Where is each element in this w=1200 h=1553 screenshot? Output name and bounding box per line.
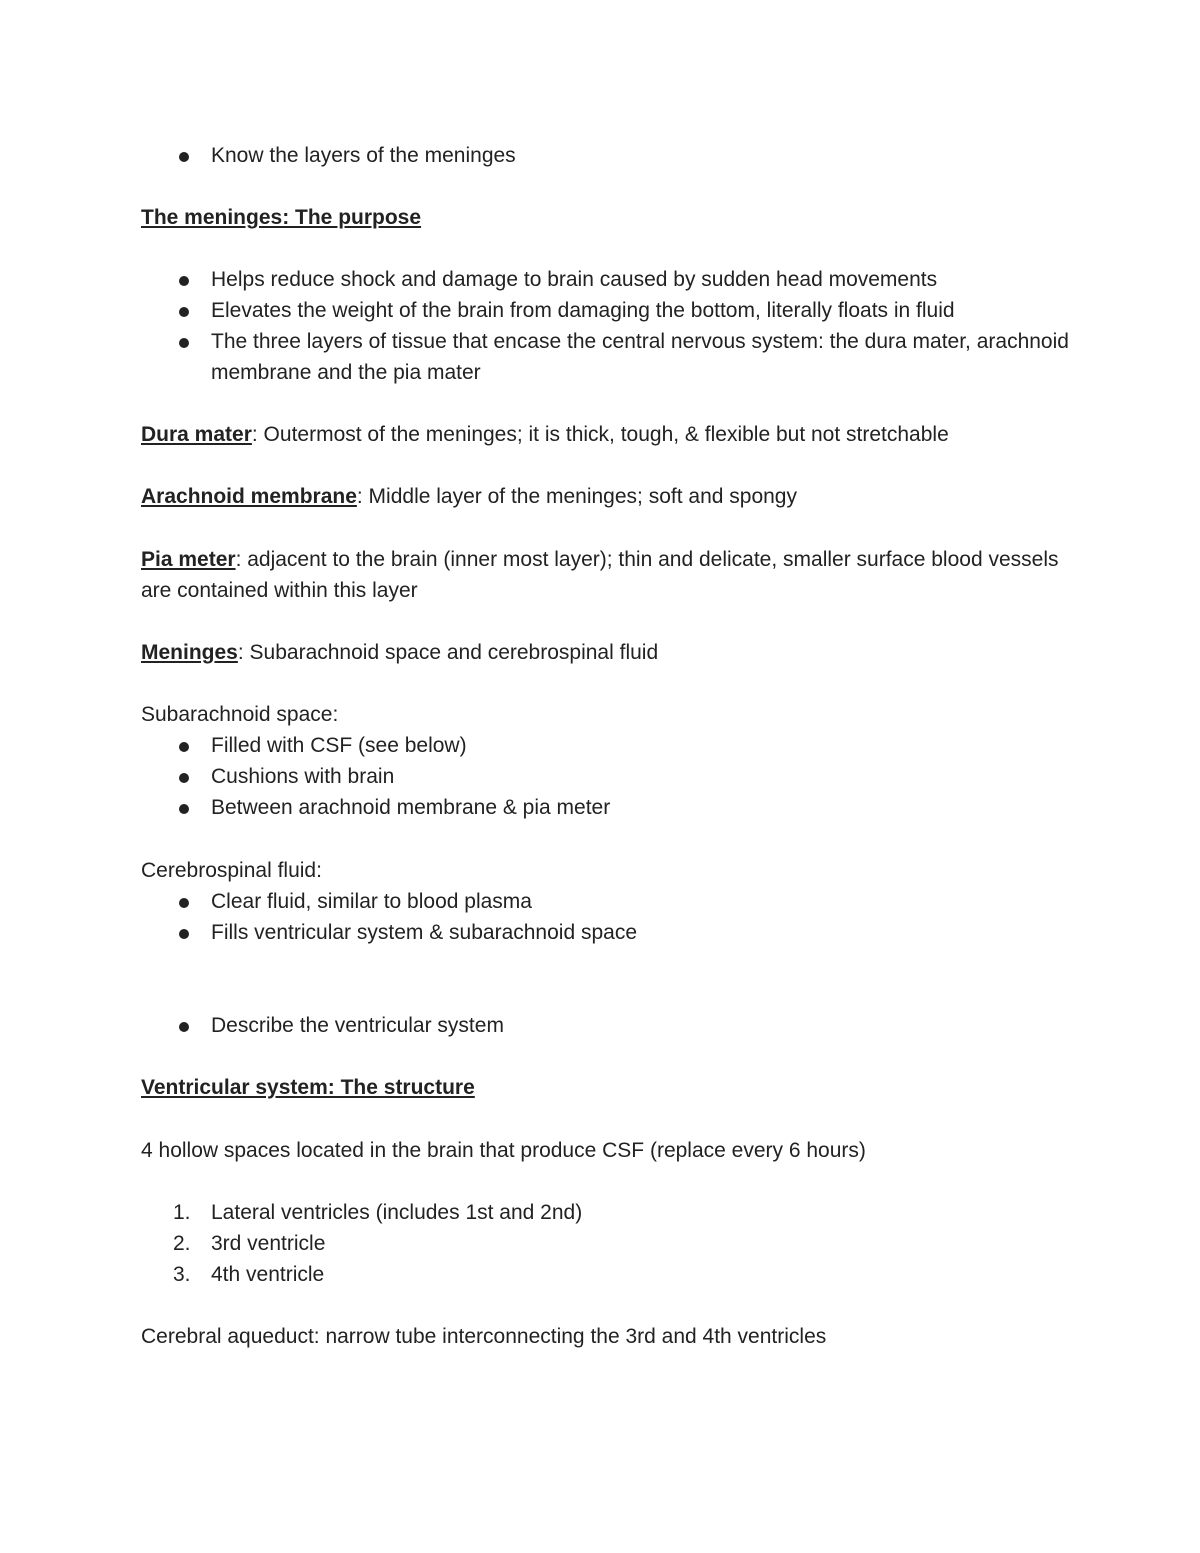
list-number: 2. <box>173 1232 191 1255</box>
definition-text: : Middle layer of the meninges; soft and spongy <box>356 485 797 508</box>
list-item: 3rd ventricle <box>211 1232 326 1255</box>
bullet-dot <box>179 773 189 783</box>
list-item: Helps reduce shock and damage to brain caused by sudden head movements <box>211 268 938 291</box>
list-item: Elevates the weight of the brain from damaging the bottom, literally floats in fluid <box>211 299 955 322</box>
bullet-dot <box>179 898 189 908</box>
ventricular-intro: 4 hollow spaces located in the brain that produce CSF (replace every 6 hours) <box>141 1139 866 1162</box>
bullet-dot <box>179 307 189 317</box>
bullet-dot <box>179 1022 189 1032</box>
definition-text: : Outermost of the meninges; it is thick, tough, & flexible but not stretchable <box>251 423 949 446</box>
definition-text-continuation: are contained within this layer <box>141 579 418 602</box>
definition-meninges <box>141 637 658 668</box>
definition-text: : Subarachnoid space and cerebrospinal fluid <box>237 641 659 664</box>
list-number: 3. <box>173 1263 191 1286</box>
list-number: 1. <box>173 1201 191 1224</box>
bullet-dot <box>179 338 189 348</box>
bullet-dot <box>179 152 189 162</box>
bullet-dot <box>179 742 189 752</box>
bullet-dot <box>179 804 189 814</box>
bullet-dot <box>179 276 189 286</box>
list-item-continuation: membrane and the pia mater <box>211 361 481 384</box>
term-pia-meter: Pia meter <box>141 548 236 571</box>
objective-ventricular: Describe the ventricular system <box>211 1014 504 1037</box>
list-item: Fills ventricular system & subarachnoid space <box>211 921 638 944</box>
cerebral-aqueduct: Cerebral aqueduct: narrow tube interconnecting the 3rd and 4th ventricles <box>141 1325 827 1348</box>
definition-pia-meter <box>141 544 1058 575</box>
term-dura-mater: Dura mater <box>141 423 252 446</box>
bullet-dot <box>179 929 189 939</box>
heading-meninges-purpose: The meninges: The purpose <box>141 206 422 229</box>
objective-meninges: Know the layers of the meninges <box>211 144 516 167</box>
term-meninges: Meninges <box>141 641 238 664</box>
csf-label: Cerebrospinal fluid: <box>141 859 322 882</box>
definition-text: : adjacent to the brain (inner most layer); thin and delicate, smaller surface blood vessels <box>235 548 1059 571</box>
list-item: 4th ventricle <box>211 1263 325 1286</box>
heading-ventricular-structure: Ventricular system: The structure <box>141 1076 475 1099</box>
list-item: Between arachnoid membrane & pia meter <box>211 796 611 819</box>
subarachnoid-label: Subarachnoid space: <box>141 703 339 726</box>
list-item: Clear fluid, similar to blood plasma <box>211 890 532 913</box>
list-item: Filled with CSF (see below) <box>211 734 467 757</box>
list-item: Cushions with brain <box>211 765 395 788</box>
definition-dura-mater <box>141 419 949 450</box>
list-item: The three layers of tissue that encase the central nervous system: the dura mater, arachnoid <box>211 330 1069 353</box>
definition-arachnoid-membrane <box>141 481 797 512</box>
list-item: Lateral ventricles (includes 1st and 2nd) <box>211 1201 583 1224</box>
term-arachnoid-membrane: Arachnoid membrane <box>141 485 357 508</box>
